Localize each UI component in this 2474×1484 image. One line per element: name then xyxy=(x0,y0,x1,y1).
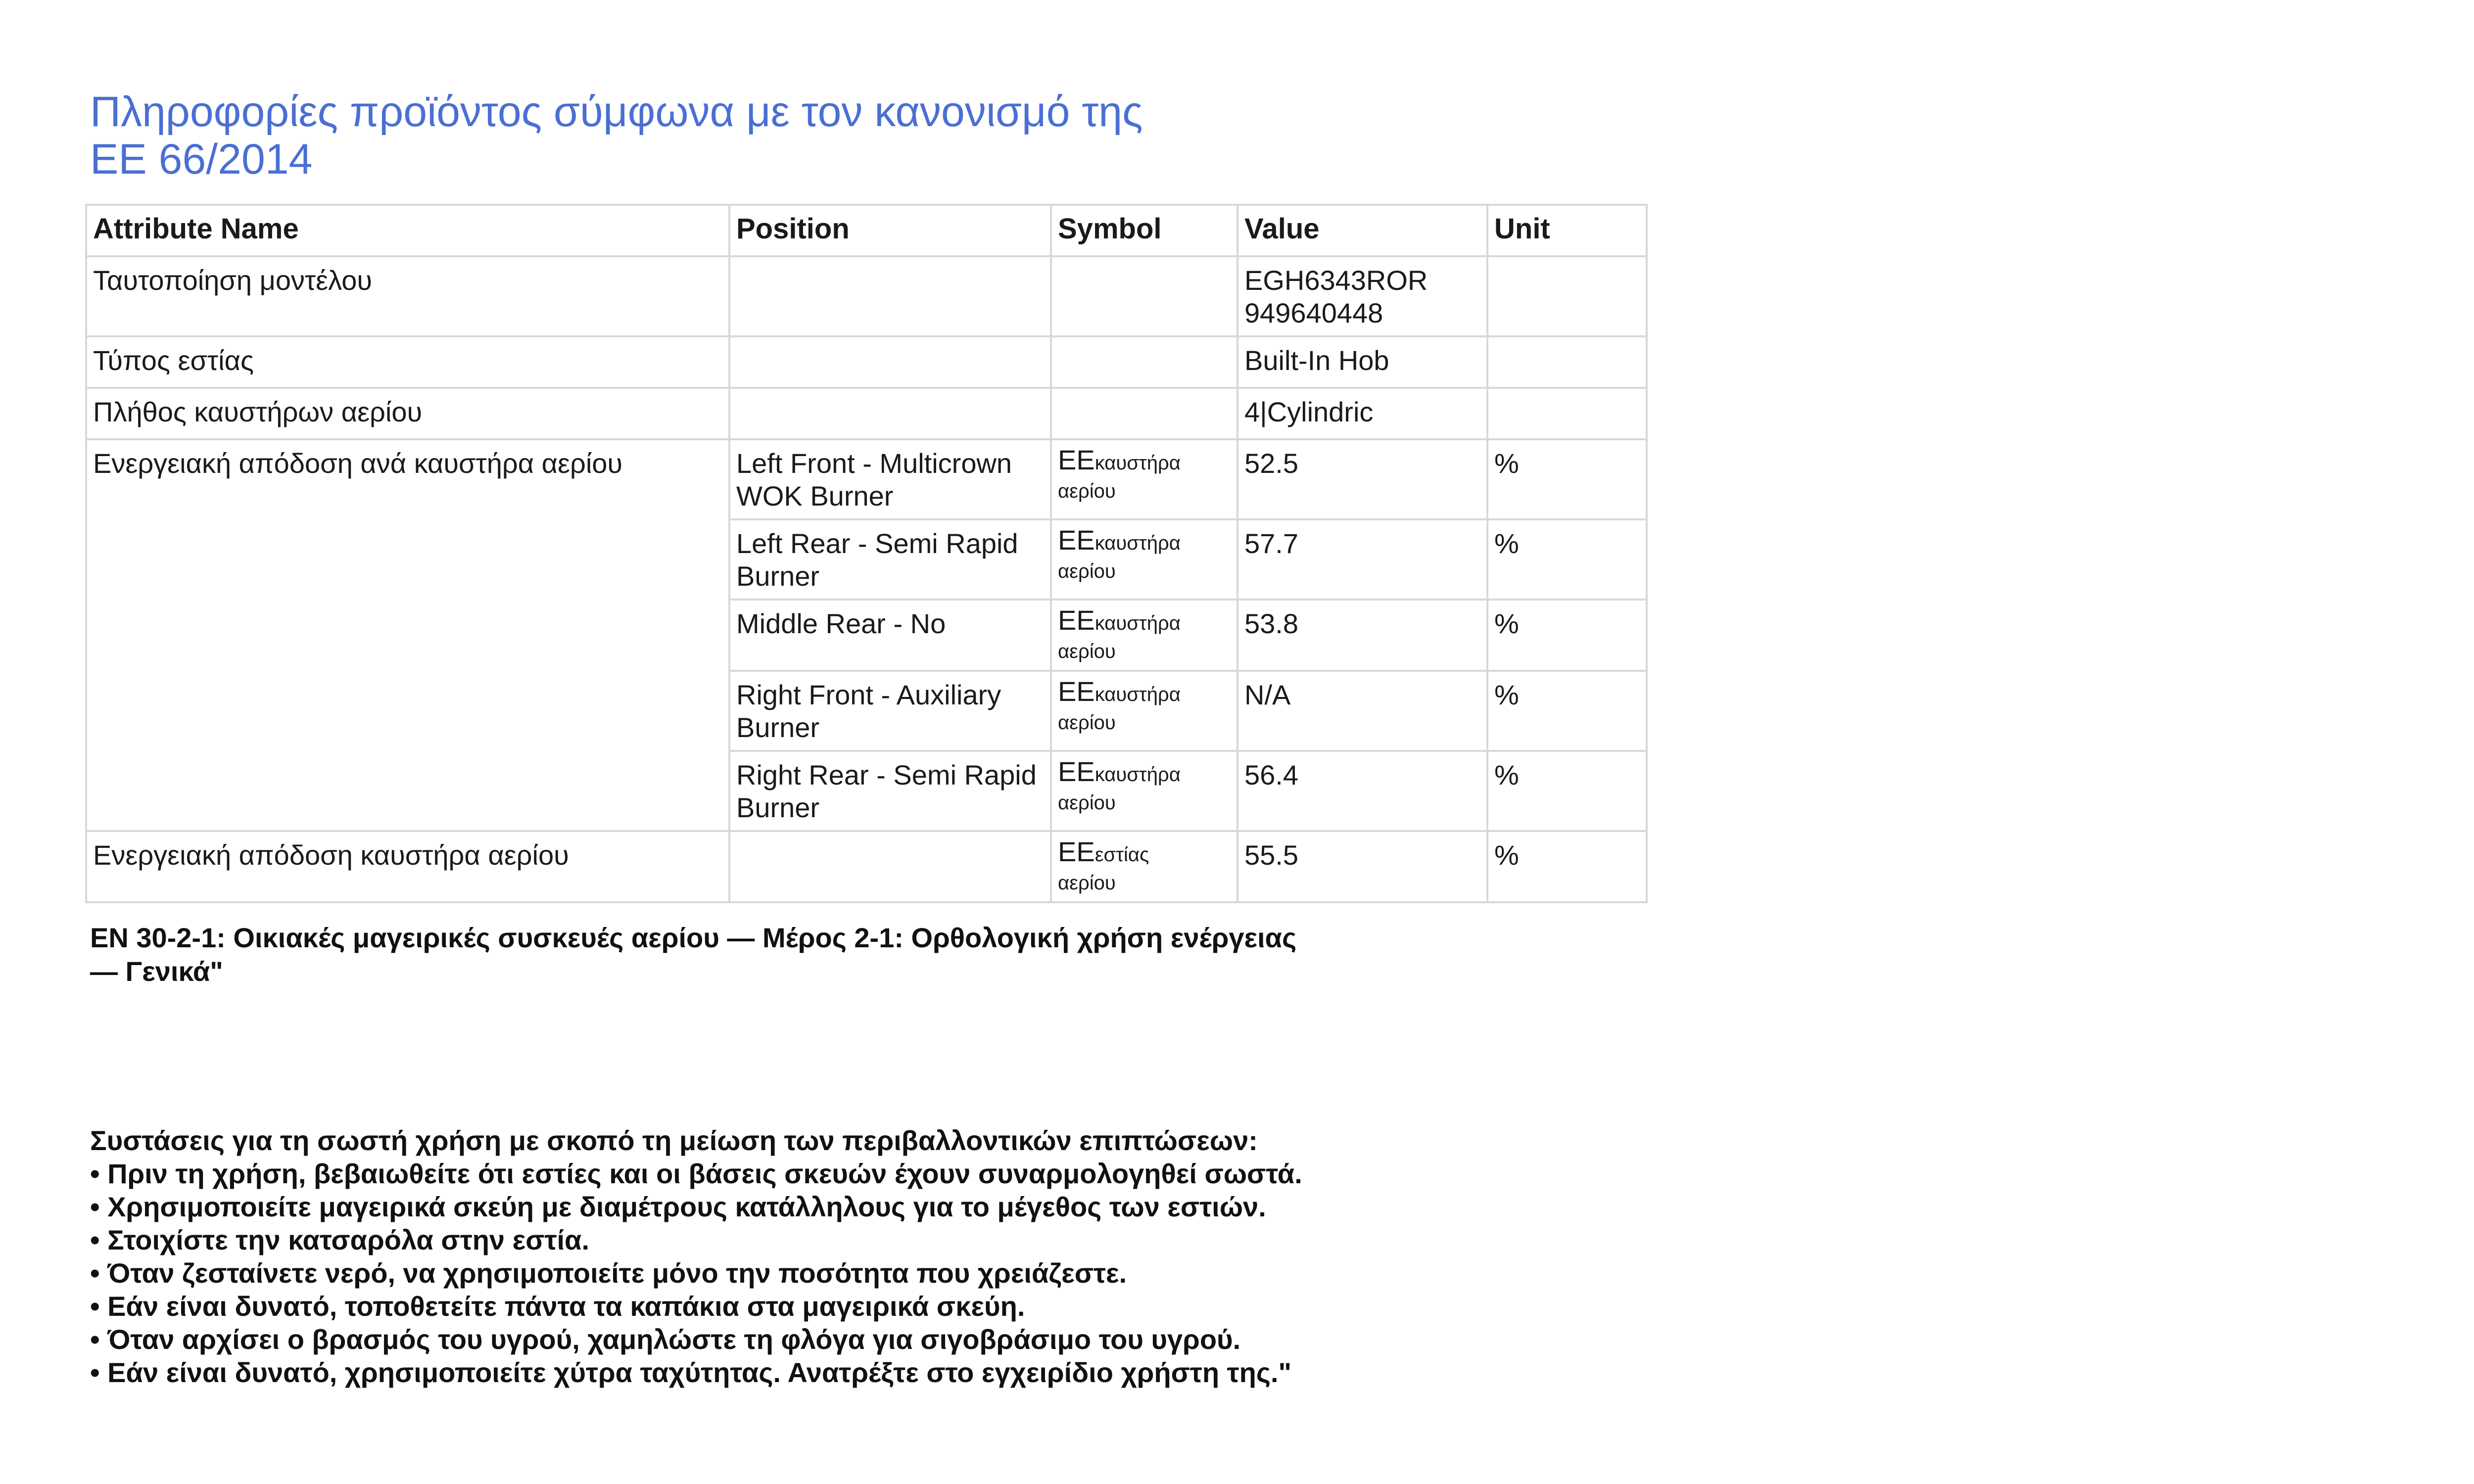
standard-reference-line-2: — Γενικά" xyxy=(90,956,223,987)
cell-position: Left Front - Multicrown WOK Burner xyxy=(729,439,1051,519)
cell-attribute: Ενεργειακή απόδοση ανά καυστήρα αερίου xyxy=(86,439,729,831)
table-row-hob-efficiency xyxy=(86,831,1647,902)
cell-position: Middle Rear - No xyxy=(729,600,1051,671)
cell-unit xyxy=(1487,336,1647,388)
cell-attribute: Ταυτοποίηση μοντέλου xyxy=(86,256,729,336)
recommendation-item: • Πριν τη χρήση, βεβαιωθείτε ότι εστίες και οι βάσεις σκευών έχουν συναρμολογηθεί σωστά. xyxy=(90,1158,1302,1189)
cell-symbol xyxy=(1051,256,1237,336)
cell-position xyxy=(729,388,1051,439)
cell-value: 55.5 xyxy=(1237,831,1487,902)
cell-symbol xyxy=(1051,388,1237,439)
cell-unit: % xyxy=(1487,751,1647,831)
cell-value xyxy=(1237,256,1487,336)
product-number: 949640448 xyxy=(1244,297,1383,328)
page-title-line-2: ΕΕ 66/2014 xyxy=(90,136,313,183)
cell-unit: % xyxy=(1487,439,1647,519)
model-number: EGH6343ROR xyxy=(1244,265,1428,296)
cell-value: 56.4 xyxy=(1237,751,1487,831)
cell-symbol xyxy=(1051,600,1237,671)
symbol-subscript: εστίας xyxy=(1094,844,1149,866)
table-row-burner-efficiency xyxy=(86,439,1647,519)
cell-unit xyxy=(1487,256,1647,336)
symbol-main: EE xyxy=(1058,676,1095,707)
symbol-subscript: καυστήρα xyxy=(1094,612,1181,634)
cell-symbol xyxy=(1051,519,1237,600)
cell-position xyxy=(729,256,1051,336)
product-info-table xyxy=(85,204,1648,903)
standard-reference xyxy=(90,921,1475,988)
cell-symbol xyxy=(1051,671,1237,751)
recommendations-heading: Συστάσεις για τη σωστή χρήση με σκοπό τη μείωση των περιβαλλοντικών επιπτώσεων: xyxy=(90,1125,1258,1156)
page-title-line-1: Πληροφορίες προϊόντος σύμφωνα με τον κανονισμό της xyxy=(90,88,1143,136)
symbol-main: EE xyxy=(1058,756,1095,787)
cell-symbol xyxy=(1051,751,1237,831)
cell-unit: % xyxy=(1487,671,1647,751)
table-header-row xyxy=(86,205,1647,256)
header-attribute-name: Attribute Name xyxy=(86,205,729,256)
cell-position xyxy=(729,336,1051,388)
cell-unit: % xyxy=(1487,519,1647,600)
header-symbol: Symbol xyxy=(1051,205,1237,256)
symbol-main: EE xyxy=(1058,524,1095,556)
cell-symbol xyxy=(1051,439,1237,519)
symbol-subscript: καυστήρα xyxy=(1094,532,1181,554)
header-position: Position xyxy=(729,205,1051,256)
symbol-main: EE xyxy=(1058,604,1095,636)
cell-value: 52.5 xyxy=(1237,439,1487,519)
cell-position: Right Front - Auxiliary Burner xyxy=(729,671,1051,751)
cell-value: 57.7 xyxy=(1237,519,1487,600)
cell-symbol xyxy=(1051,831,1237,902)
cell-position: Left Rear - Semi Rapid Burner xyxy=(729,519,1051,600)
symbol-subscript: αερίου xyxy=(1058,872,1116,894)
cell-unit: % xyxy=(1487,600,1647,671)
cell-position xyxy=(729,831,1051,902)
cell-unit: % xyxy=(1487,831,1647,902)
cell-attribute: Πλήθος καυστήρων αερίου xyxy=(86,388,729,439)
cell-symbol xyxy=(1051,336,1237,388)
cell-attribute: Ενεργειακή απόδοση καυστήρα αερίου xyxy=(86,831,729,902)
recommendation-item: • Όταν ζεσταίνετε νερό, να χρησιμοποιείτε μόνο την ποσότητα που χρειάζεστε. xyxy=(90,1257,1127,1289)
page-title xyxy=(90,88,1278,183)
header-unit: Unit xyxy=(1487,205,1647,256)
cell-unit xyxy=(1487,388,1647,439)
recommendation-item: • Εάν είναι δυνατό, χρησιμοποιείτε χύτρα ταχύτητας. Ανατρέξτε στο εγχειρίδιο χρήστη της." xyxy=(90,1357,1292,1388)
symbol-subscript: αερίου xyxy=(1058,712,1116,734)
recommendation-item: • Όταν αρχίσει ο βρασμός του υγρού, χαμηλώστε τη φλόγα για σιγοβράσιμο του υγρού. xyxy=(90,1324,1241,1355)
cell-value: N/A xyxy=(1237,671,1487,751)
recommendations xyxy=(90,1124,1574,1389)
recommendation-item: • Χρησιμοποιείτε μαγειρικά σκεύη με διαμέτρους κατάλληλους για το μέγεθος των εστιών. xyxy=(90,1191,1266,1222)
standard-reference-line-1: EN 30-2-1: Οικιακές μαγειρικές συσκευές αερίου — Μέρος 2-1: Ορθολογική χρήση ενέργειας xyxy=(90,922,1297,953)
symbol-subscript: αερίου xyxy=(1058,560,1116,582)
table-row-burner-count xyxy=(86,388,1647,439)
table-row-model xyxy=(86,256,1647,336)
table-row-hob-type xyxy=(86,336,1647,388)
symbol-subscript: καυστήρα xyxy=(1094,764,1181,786)
symbol-subscript: αερίου xyxy=(1058,480,1116,502)
recommendation-item: • Στοιχίστε την κατσαρόλα στην εστία. xyxy=(90,1224,590,1255)
recommendation-item: • Εάν είναι δυνατό, τοποθετείτε πάντα τα καπάκια στα μαγειρικά σκεύη. xyxy=(90,1291,1025,1322)
symbol-subscript: καυστήρα xyxy=(1094,452,1181,474)
symbol-main: EE xyxy=(1058,444,1095,475)
symbol-subscript: αερίου xyxy=(1058,641,1116,662)
cell-value: 53.8 xyxy=(1237,600,1487,671)
cell-attribute: Τύπος εστίας xyxy=(86,336,729,388)
symbol-main: EE xyxy=(1058,836,1095,867)
cell-value: 4|Cylindric xyxy=(1237,388,1487,439)
cell-position: Right Rear - Semi Rapid Burner xyxy=(729,751,1051,831)
symbol-subscript: αερίου xyxy=(1058,792,1116,814)
symbol-subscript: καυστήρα xyxy=(1094,684,1181,705)
header-value: Value xyxy=(1237,205,1487,256)
cell-value: Built-In Hob xyxy=(1237,336,1487,388)
